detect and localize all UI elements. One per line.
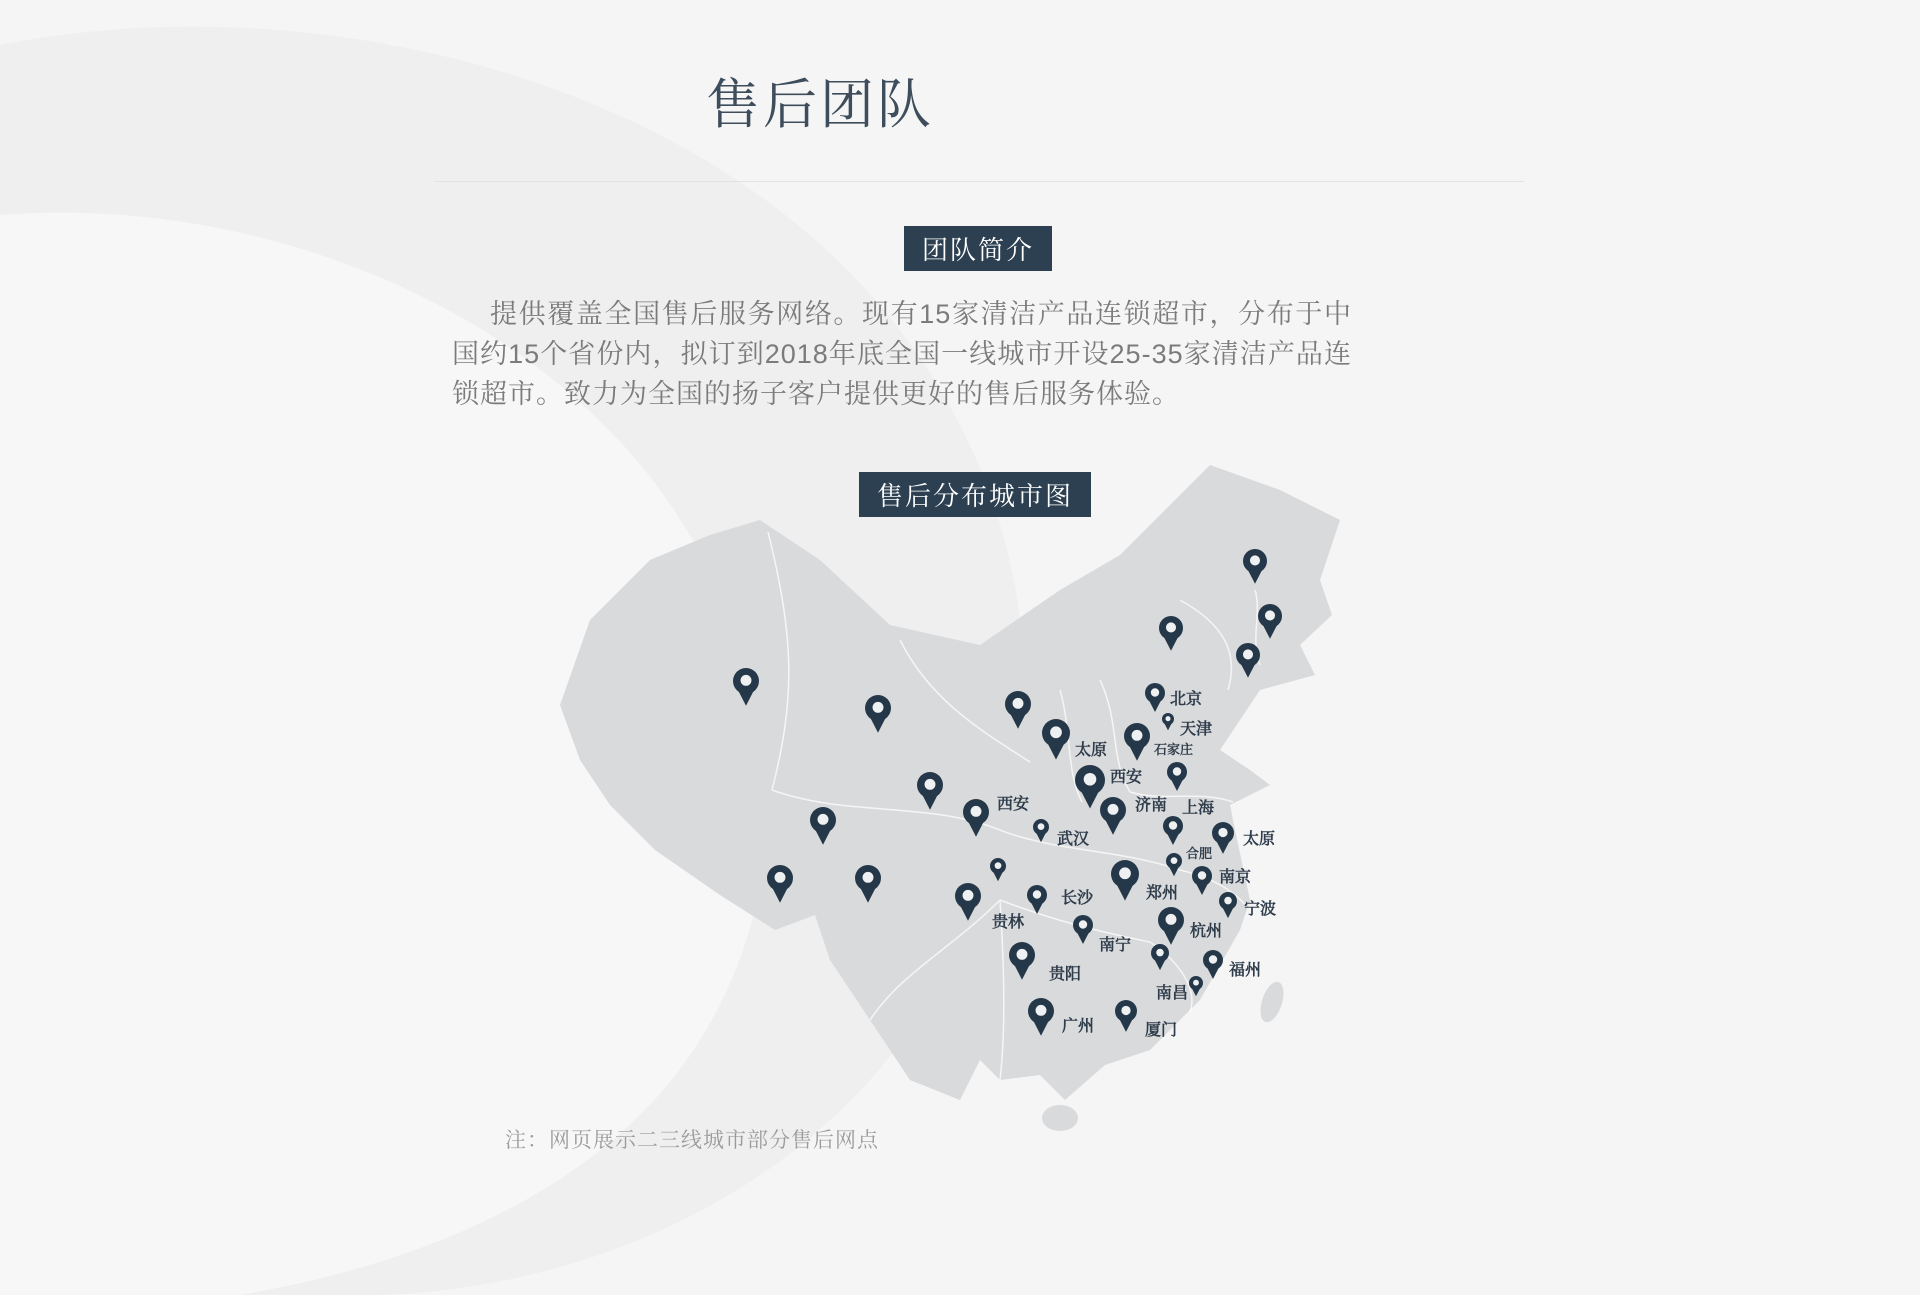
team-intro-badge: 团队简介: [904, 226, 1052, 271]
city-label: 广州: [1062, 1018, 1095, 1036]
city-label: 太原: [1243, 831, 1276, 849]
city-label: 厦门: [1145, 1022, 1178, 1040]
china-map-shape: [560, 465, 1340, 1131]
city-label: 贵林: [992, 914, 1025, 932]
city-label: 上海: [1182, 800, 1215, 818]
city-label: 西安: [1110, 769, 1143, 787]
city-label: 西安: [997, 796, 1030, 814]
title-divider: [434, 181, 1524, 182]
city-label: 南昌: [1156, 985, 1189, 1003]
city-label: 福州: [1229, 962, 1262, 980]
city-label: 北京: [1170, 691, 1203, 709]
city-label: 太原: [1075, 742, 1108, 760]
city-label: 武汉: [1057, 831, 1090, 849]
city-label: 贵阳: [1049, 966, 1082, 984]
map-section-badge: 售后分布城市图: [859, 472, 1091, 517]
team-intro-text: 提供覆盖全国售后服务网络。现有15家清洁产品连锁超市，分布于中国约15个省份内，拟订到2018年底全国一线城市开设25-35家清洁产品连锁超市。致力为全国的扬子客户提供更好的售后服务体验。: [452, 299, 1352, 409]
city-label: 石家庄: [1154, 741, 1194, 757]
map-pin-太原: [1212, 822, 1275, 854]
map-pin-福州: [1203, 950, 1261, 979]
city-label: 郑州: [1146, 885, 1179, 903]
city-label: 宁波: [1244, 901, 1277, 919]
city-label: 天津: [1180, 721, 1213, 739]
city-label: 长沙: [1061, 890, 1094, 908]
hainan-island: [1042, 1105, 1078, 1131]
page-title: 售后团队: [706, 75, 934, 135]
city-label: 杭州: [1190, 923, 1223, 941]
city-label: 南京: [1219, 869, 1252, 887]
city-label: 合肥: [1186, 845, 1213, 861]
taiwan-island: [1256, 979, 1288, 1025]
map-footnote: 注：网页展示二三线城市部分售后网点: [505, 1129, 879, 1152]
city-label: 南宁: [1099, 937, 1132, 955]
city-label: 济南: [1135, 797, 1168, 815]
